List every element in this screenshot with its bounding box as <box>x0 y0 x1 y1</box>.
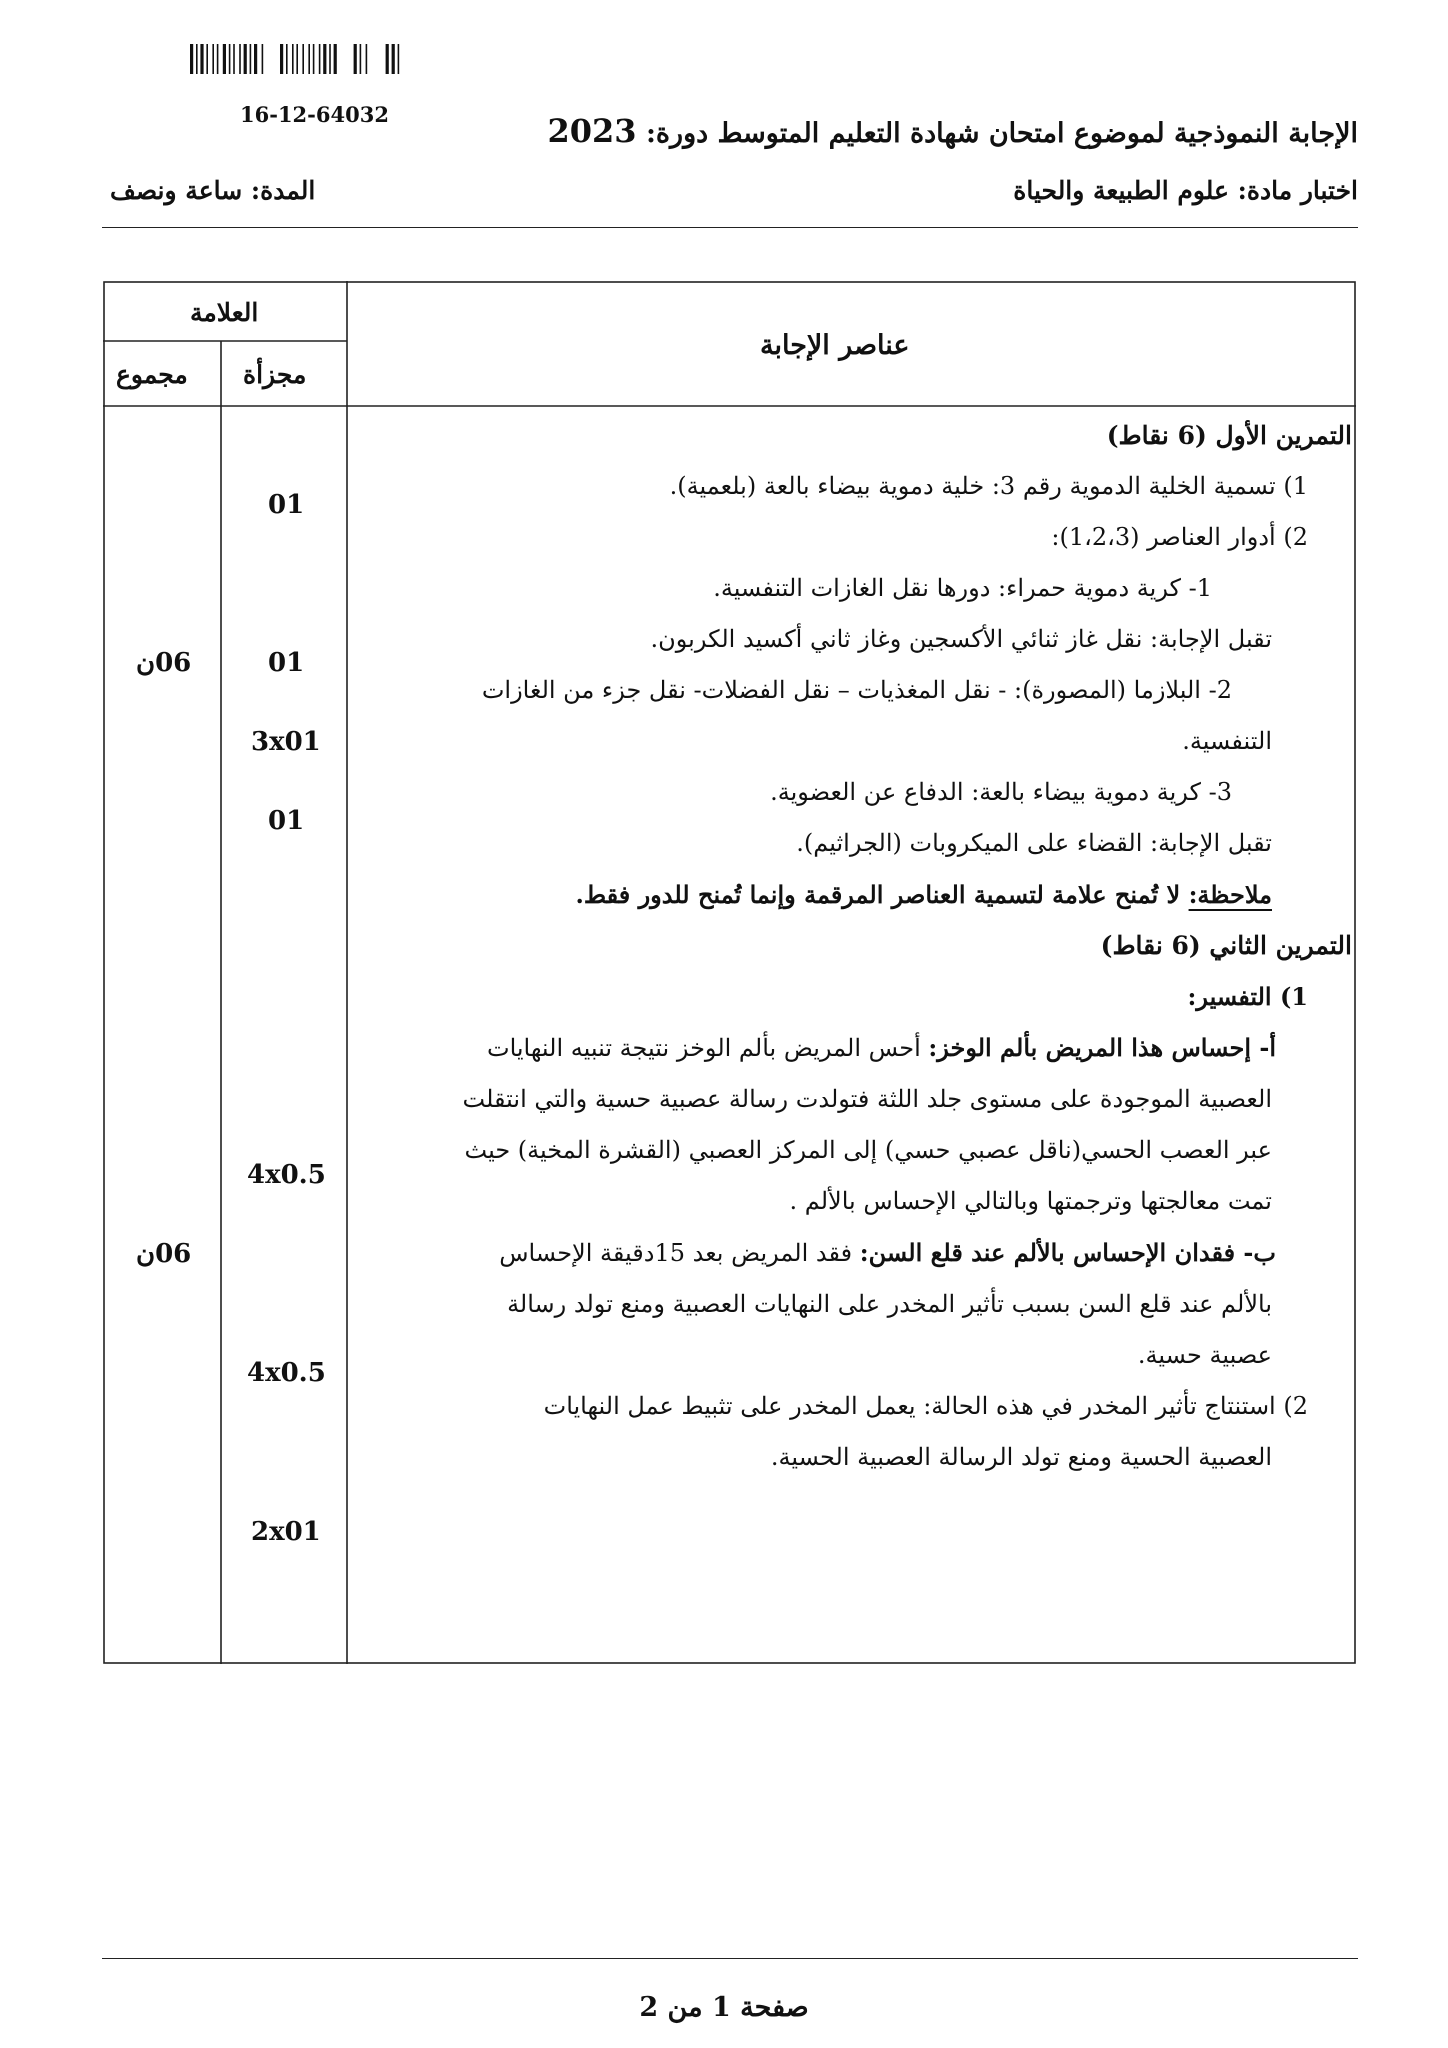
barcode <box>190 44 456 74</box>
answer-line: تمت معالجتها وترجمتها وبالتالي الإحساس بالألم . <box>789 1187 1272 1215</box>
total-mark: 06ن <box>136 648 192 678</box>
partial-mark: 01 <box>268 490 305 520</box>
column-header-partial: مجزأة <box>243 360 307 389</box>
answer-line: 2) أدوار العناصر (1،2،3): <box>1051 523 1308 551</box>
partial-mark: 01 <box>268 806 305 836</box>
partial-mark: 01 <box>268 648 305 678</box>
column-header-answer-elements: عناصر الإجابة <box>760 330 910 361</box>
document-code: 16-12-64032 <box>240 102 389 127</box>
answer-line <box>274 1022 1352 1074</box>
column-header-mark: العلامة <box>190 298 259 327</box>
part-b-label: ب- فقدان الإحساس بالألم عند قلع السن: <box>859 1238 1276 1267</box>
answer-line: العصبية الموجودة على مستوى جلد اللثة فتولدت رسالة عصبية حسية والتي انتقلت <box>462 1085 1272 1113</box>
answer-line: 1) تسمية الخلية الدموية رقم 3: خلية دموية بيضاء بالعة (بلعمية). <box>669 472 1308 500</box>
answer-note <box>274 869 1352 920</box>
header-divider <box>102 227 1358 228</box>
partial-mark: 4x0.5 <box>247 1160 326 1190</box>
page-title <box>547 112 1358 150</box>
answer-line: 2- البلازما (المصورة): - نقل المغذيات – نقل الفضلات- نقل جزء من الغازات <box>481 676 1232 704</box>
note-text: لا تُمنح علامة لتسمية العناصر المرقمة وإنما تُمنح للدور فقط. <box>575 880 1189 909</box>
answer-line: 1- كرية دموية حمراء: دورها نقل الغازات التنفسية. <box>713 574 1212 602</box>
answer-elements <box>274 410 1352 1483</box>
answer-line: 3- كرية دموية بيضاء بالعة: الدفاع عن العضوية. <box>770 778 1232 806</box>
total-mark: 06ن <box>136 1239 192 1269</box>
note-label: ملاحظة: <box>1188 880 1272 909</box>
answer-line: عصبية حسية. <box>1137 1341 1272 1369</box>
answer-line: 2) استنتاج تأثير المخدر في هذه الحالة: يعمل المخدر على تثبيط عمل النهايات <box>543 1392 1308 1420</box>
answer-line: عبر العصب الحسي(ناقل عصبي حسي) إلى المركز العصبي (القشرة المخية) حيث <box>464 1136 1272 1164</box>
exam-year: 2023 <box>547 112 637 150</box>
partial-mark: 3x01 <box>251 727 321 757</box>
duration-label: المدة: ساعة ونصف <box>110 176 316 205</box>
answer-line: التنفسية. <box>1182 727 1272 755</box>
exercise-1-title: التمرين الأول (6 نقاط) <box>1106 421 1352 450</box>
partial-mark: 4x0.5 <box>247 1358 326 1388</box>
answer-line: بالألم عند قلع السن بسبب تأثير المخدر على النهايات العصبية ومنع تولد رسالة <box>507 1290 1272 1318</box>
answer-line: تقبل الإجابة: القضاء على الميكروبات (الجراثيم). <box>796 829 1272 857</box>
answer-line: 1) التفسير: <box>1187 982 1308 1011</box>
part-a-text: أحس المريض بألم الوخز نتيجة تنبيه النهايات <box>486 1034 929 1062</box>
answer-line: تقبل الإجابة: نقل غاز ثنائي الأكسجين وغاز ثاني أكسيد الكربون. <box>650 625 1272 653</box>
footer-divider <box>102 1958 1358 1959</box>
partial-mark: 2x01 <box>251 1517 321 1547</box>
part-b-text: فقد المريض بعد 15دقيقة الإحساس <box>499 1239 860 1267</box>
subject-label: اختبار مادة: علوم الطبيعة والحياة <box>1013 176 1358 205</box>
page-number: صفحة 1 من 2 <box>639 1992 809 2023</box>
part-a-label: أ- إحساس هذا المريض بألم الوخز: <box>928 1033 1276 1062</box>
title-text: الإجابة النموذجية لموضوع امتحان شهادة التعليم المتوسط دورة: <box>645 118 1358 149</box>
answer-line: العصبية الحسية ومنع تولد الرسالة العصبية الحسية. <box>770 1443 1272 1471</box>
column-header-total: مجموع <box>116 360 188 389</box>
answer-line <box>274 1227 1352 1279</box>
exercise-2-title: التمرين الثاني (6 نقاط) <box>1100 931 1352 960</box>
